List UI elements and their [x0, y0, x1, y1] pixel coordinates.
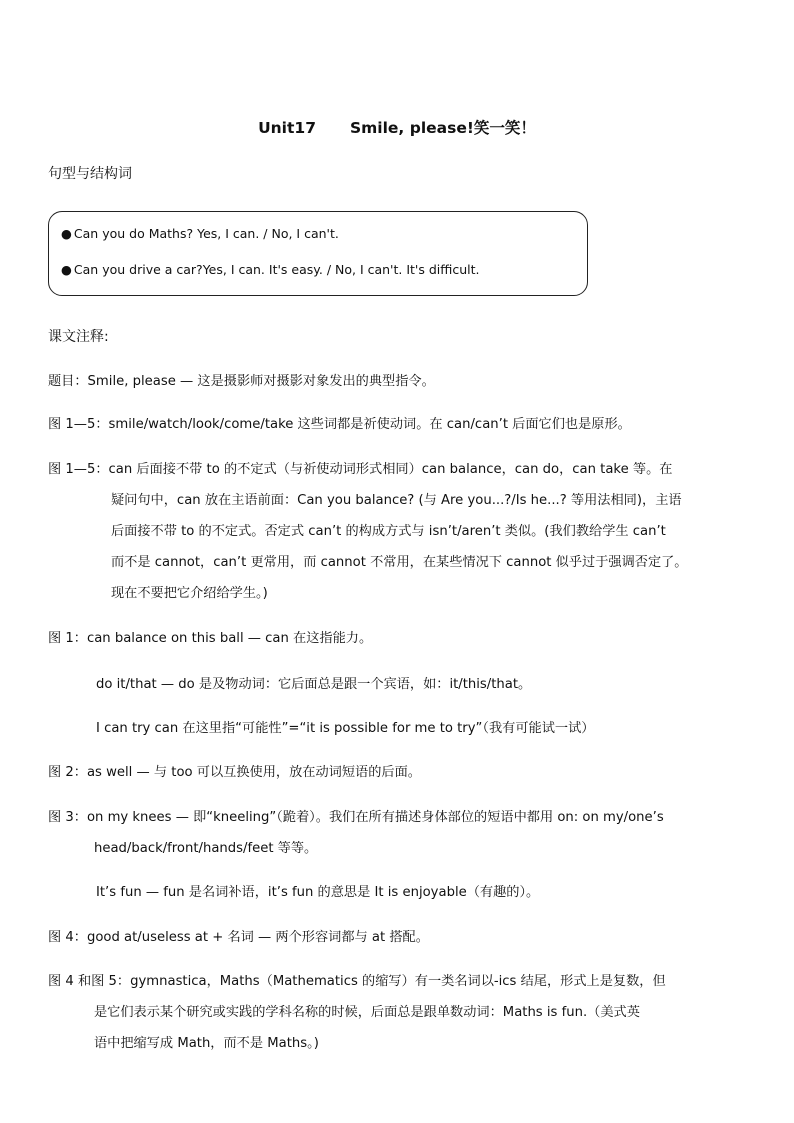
unit-number: Unit17 [258, 119, 316, 137]
pattern-item: ● Can you do Maths? Yes, I can. / No, I can't. [61, 226, 339, 241]
unit-name: Smile, please!笑一笑！ [349, 119, 536, 137]
pattern-box [48, 211, 588, 296]
notes-heading: 课文注释: [48, 329, 109, 345]
note-title: 题目：Smile, please — 这是摄影师对摄影对象发出的典型指令。 [48, 374, 435, 389]
note-pic1: 图 1：can balance on this ball — can 在这指能力。 [48, 631, 373, 646]
note-pic2: 图 2：as well — 与 too 可以互换使用，放在动词短语的后面。 [48, 765, 421, 780]
section-heading: 句型与结构词 [48, 166, 132, 182]
note-pic1-do: do it/that — do 是及物动词：它后面总是跟一个宾语，如：it/this/that。 [96, 677, 532, 692]
note-pic3: 图 3：on my knees — 即“kneeling”（跪着）。我们在所有描述身体部位的短语中都用 on: on my/one’s head/back/front/hands/feet 等等。 [48, 810, 664, 856]
page-title [0, 116, 794, 138]
note-imperative: 图 1—5：smile/watch/look/come/take 这些词都是祈使动词。在 can/can’t 后面它们也是原形。 [48, 417, 631, 432]
bullet-icon: ● [61, 262, 72, 277]
note-pic4-5: 图 4 和图 5：gymnastica，Maths（Mathematics 的缩写）有一类名词以-ics 结尾，形式上是复数，但 是它们表示某个研究或实践的学科名称的时候，后面总是跟单数动词：Maths is fun.（美式英 语中把缩写成 Math，而不是 Maths。) [48, 974, 666, 1051]
note-can-infinitive: 图 1—5：can 后面接不带 to 的不定式（与祈使动词形式相同）can balance，can do，can take 等。在 疑问句中，can 放在主语前面：Can you balance? (与 Are you...?/Is he...? 等用法相同)，主语 后面接不带 to 的不定式。否定式 can’t 的构成方式与 isn’t/aren’t 类似。(我们教给学生 can’t 而不是 cannot，can’t 更常用，而 cannot 不常用，在某些情况下 cannot 似乎过于强调否定了。 现在不要把它介绍给学生。) [48, 462, 688, 601]
note-pic4: 图 4：good at/useless at + 名词 — 两个形容词都与 at 搭配。 [48, 930, 429, 945]
pattern-item: ● Can you drive a car?Yes, I can. It's easy. / No, I can't. It's difficult. [61, 262, 480, 277]
note-pic1-try: I can try can 在这里指“可能性”=“it is possible for me to try”（我有可能试一试） [96, 721, 595, 736]
note-pic3-fun: It’s fun — fun 是名词补语，it’s fun 的意思是 It is enjoyable（有趣的）。 [96, 885, 540, 900]
bullet-icon: ● [61, 226, 72, 241]
